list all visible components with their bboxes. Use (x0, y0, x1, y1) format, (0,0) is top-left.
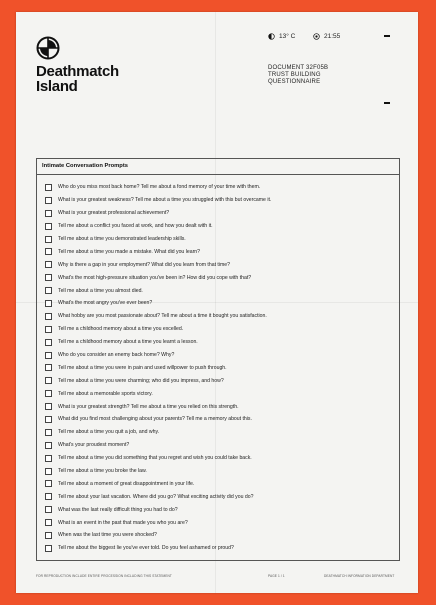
prompt-checkbox[interactable] (45, 390, 52, 397)
prompt-checkbox[interactable] (45, 545, 52, 552)
prompt-checkbox[interactable] (45, 480, 52, 487)
prompt-row (45, 465, 395, 478)
prompt-text: Tell me about a memorable sports victory. (58, 390, 153, 397)
prompt-checkbox[interactable] (45, 519, 52, 526)
prompt-text: Tell me a childhood memory about a time you excelled. (58, 326, 184, 333)
prompt-text: What's your proudest moment? (58, 442, 130, 449)
prompt-checkbox[interactable] (45, 403, 52, 410)
prompt-text: Tell me about a time you were charming; who did you impress, and how? (58, 377, 224, 384)
brand-name-line2: Island (36, 78, 78, 95)
prompt-row (45, 361, 395, 374)
prompt-text: Tell me a childhood memory about a time you learnt a lesson. (58, 339, 198, 346)
prompt-checkbox[interactable] (45, 532, 52, 539)
prompt-row (45, 452, 395, 465)
prompt-row (45, 503, 395, 516)
prompt-checkbox[interactable] (45, 197, 52, 204)
prompt-text: What's the most angry you've ever been? (58, 300, 153, 307)
globe-logo-icon (36, 36, 60, 60)
temperature (268, 33, 295, 40)
prompt-row (45, 271, 395, 284)
prompt-checkbox[interactable] (45, 506, 52, 513)
prompt-checkbox[interactable] (45, 223, 52, 230)
prompt-text: When was the last time you were shocked? (58, 532, 157, 539)
prompt-text: What did you find most challenging about your parents? Tell me a memory about this. (58, 416, 252, 423)
prompt-row (45, 207, 395, 220)
prompt-checkbox[interactable] (45, 364, 52, 371)
brand-logo (36, 36, 60, 65)
prompt-row (45, 374, 395, 387)
prompt-checkbox[interactable] (45, 339, 52, 346)
prompt-text: What is your greatest strength? Tell me about a time you relied on this strength. (58, 403, 239, 410)
prompt-text: Tell me about a conflict you faced at work, and how you dealt with it. (58, 223, 213, 230)
brand-name (36, 64, 119, 94)
prompt-checkbox[interactable] (45, 261, 52, 268)
prompt-checkbox[interactable] (45, 248, 52, 255)
prompt-row (45, 400, 395, 413)
prompt-text: Tell me about a time you made a mistake. What did you learn? (58, 248, 201, 255)
document-subtitle: TRUST BUILDING (268, 72, 321, 79)
prompt-text: Tell me about a time you did something that you regret and wish you could take back. (58, 455, 252, 462)
prompt-text: Tell me about your last vacation. Where did you go? What exciting activity did you do? (58, 493, 254, 500)
temperature-value: 13° C (279, 33, 296, 40)
prompt-text: Tell me about a moment of great disappointment in your life. (58, 480, 195, 487)
prompt-row (45, 477, 395, 490)
section-title: Intimate Conversation Prompts (37, 159, 399, 175)
prompt-checkbox[interactable] (45, 274, 52, 281)
brand-name-line1: Deathmatch (36, 63, 119, 80)
prompt-row (45, 323, 395, 336)
prompt-text: What's the most high-pressure situation you've been in? How did you cope with that? (58, 274, 252, 281)
prompt-checkbox[interactable] (45, 313, 52, 320)
prompt-row (45, 194, 395, 207)
prompt-row (45, 284, 395, 297)
prompt-row (45, 542, 395, 555)
prompt-text: Tell me about a time you almost died. (58, 287, 143, 294)
prompt-text: What is your greatest weakness? Tell me about a time you struggled with this but overcame it. (58, 197, 272, 204)
prompt-row (45, 387, 395, 400)
prompt-row (45, 258, 395, 271)
prompt-row (45, 529, 395, 542)
prompt-text: Why is there a gap in your employment? What did you learn from that time? (58, 261, 231, 268)
prompts-table (36, 158, 400, 561)
prompt-row (45, 233, 395, 246)
prompt-row (45, 426, 395, 439)
prompt-text: Tell me about a time you quit a job, and why. (58, 429, 160, 436)
prompt-checkbox[interactable] (45, 210, 52, 217)
prompt-row (45, 439, 395, 452)
prompt-checkbox[interactable] (45, 493, 52, 500)
prompt-text: Tell me about a time you demonstrated leadership skills. (58, 236, 186, 242)
prompts-list (45, 181, 395, 555)
prompt-row (45, 349, 395, 362)
prompt-row (45, 490, 395, 503)
prompt-text: What hobby are you most passionate about? Tell me about a time it bought you satisfaction. (58, 313, 267, 320)
prompt-checkbox[interactable] (45, 377, 52, 384)
prompt-text: Tell me about a time you broke the law. (58, 468, 147, 475)
document-id: DOCUMENT 32F05B (268, 65, 329, 71)
clock-value: 21:55 (324, 33, 341, 40)
prompt-checkbox[interactable] (45, 184, 52, 191)
prompt-row (45, 220, 395, 233)
prompt-text: What is your greatest professional achievement? (58, 210, 170, 217)
footer-page: PAGE 1 / 1 (268, 574, 285, 578)
prompt-row (45, 413, 395, 426)
prompt-text: Tell me about a time you were in pain and used willpower to push through. (58, 364, 227, 371)
prompt-text: Tell me about the biggest lie you've ever told. Do you feel ashamed or proud? (58, 545, 234, 552)
prompt-checkbox[interactable] (45, 416, 52, 423)
document-page (16, 12, 418, 593)
prompt-checkbox[interactable] (45, 352, 52, 359)
prompt-checkbox[interactable] (45, 326, 52, 333)
half-circle-icon (268, 33, 275, 40)
prompt-row (45, 310, 395, 323)
prompt-checkbox[interactable] (45, 300, 52, 307)
prompt-text: Who do you consider an enemy back home? Why? (58, 352, 175, 359)
footer-right: DEATHMATCH INFORMATION DEPARTMENT (324, 574, 395, 578)
registration-mark (384, 35, 390, 37)
clock (313, 33, 340, 40)
registration-mark (384, 102, 390, 104)
prompt-row (45, 516, 395, 529)
prompt-checkbox[interactable] (45, 287, 52, 294)
document-type: QUESTIONNAIRE (268, 79, 321, 86)
prompt-checkbox[interactable] (45, 429, 52, 436)
prompt-row (45, 297, 395, 310)
prompt-checkbox[interactable] (45, 455, 52, 462)
prompt-text: What is an event in the past that made you who you are? (58, 519, 188, 526)
document-info (268, 65, 328, 87)
prompt-row (45, 245, 395, 258)
prompt-checkbox[interactable] (45, 442, 52, 449)
clock-icon (313, 33, 320, 40)
prompt-checkbox[interactable] (45, 236, 52, 243)
prompt-row (45, 336, 395, 349)
prompt-text: What was the last really difficult thing you had to do? (58, 506, 178, 513)
prompt-row (45, 181, 395, 194)
prompt-checkbox[interactable] (45, 468, 52, 475)
footer-left: FOR REPRODUCTION INCLUDE ENTIRE PROCESSION INCLUDING THIS STATEMENT (36, 574, 172, 578)
prompt-text: Who do you miss most back home? Tell me about a fond memory of your time with them. (58, 184, 261, 191)
